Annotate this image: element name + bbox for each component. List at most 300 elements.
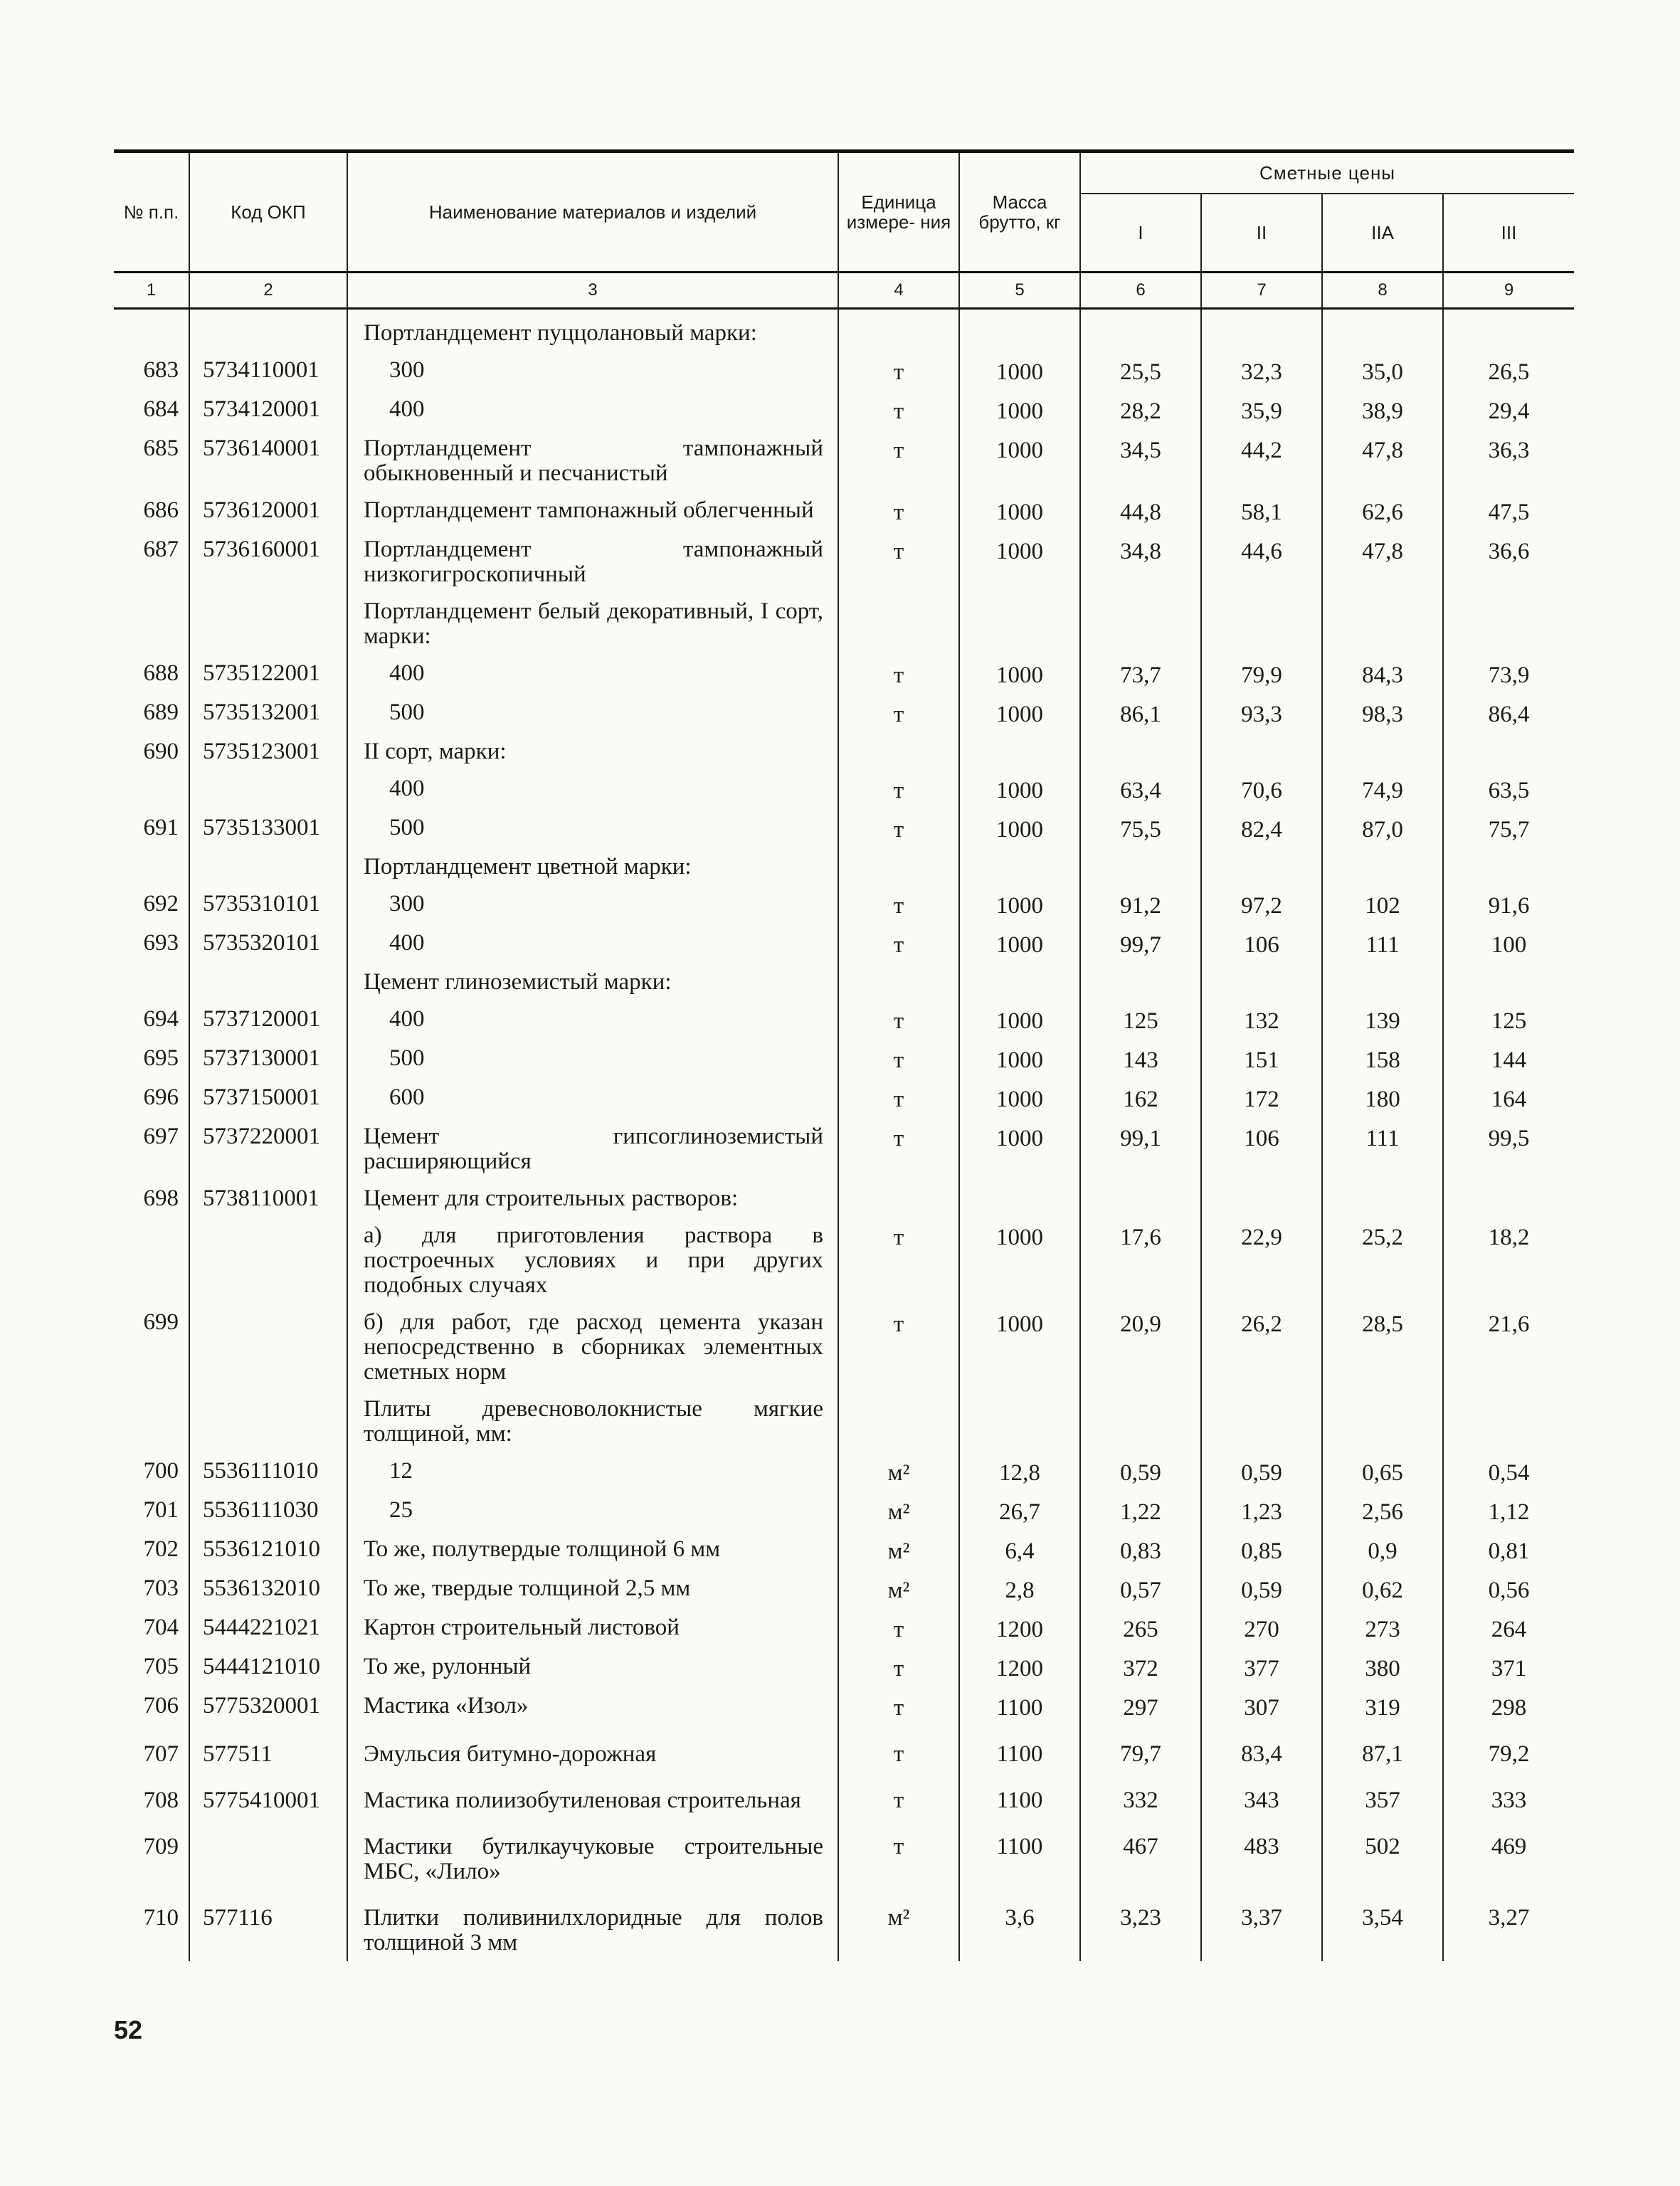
col-number: 3 bbox=[347, 273, 838, 309]
price-zone-2a: 3,54 bbox=[1322, 1890, 1443, 1961]
price-zone-2: 307 bbox=[1201, 1687, 1322, 1726]
material-name: Цемент для строительных растворов: bbox=[347, 1180, 838, 1217]
price-zone-2a: 111 bbox=[1322, 924, 1443, 963]
table-row bbox=[114, 391, 1574, 430]
price-zone-3: 0,56 bbox=[1443, 1570, 1574, 1609]
price-zone-2a: 62,6 bbox=[1322, 492, 1443, 531]
gross-mass: 2,8 bbox=[959, 1570, 1080, 1609]
material-name: Портландцемент тампонажный облегченный bbox=[347, 492, 838, 531]
price-zone-1: 86,1 bbox=[1080, 694, 1201, 733]
row-number: 696 bbox=[143, 1084, 179, 1110]
price-zone-2: 79,9 bbox=[1201, 655, 1322, 694]
gross-mass bbox=[959, 848, 1080, 885]
material-name: Мастика полиизобутиленовая строительная bbox=[347, 1773, 838, 1819]
row-number: 697 bbox=[143, 1124, 179, 1149]
price-zone-1: 143 bbox=[1080, 1040, 1201, 1079]
table-row bbox=[114, 924, 1574, 963]
okp-code bbox=[189, 848, 347, 885]
price-zone-2a: 87,1 bbox=[1322, 1726, 1443, 1773]
price-zone-1: 162 bbox=[1080, 1079, 1201, 1118]
material-name: 400 bbox=[347, 924, 838, 963]
unit: т bbox=[838, 391, 959, 430]
price-zone-1: 99,7 bbox=[1080, 924, 1201, 963]
table-row bbox=[114, 309, 1574, 352]
material-name: Эмульсия битумно-дорожная bbox=[347, 1726, 838, 1773]
unit bbox=[838, 848, 959, 885]
material-name: б) для работ, где расход цемента указан непосредственно в сборниках элементных сметных норм bbox=[347, 1304, 838, 1390]
unit: т bbox=[838, 770, 959, 809]
price-zone-2a: 98,3 bbox=[1322, 694, 1443, 733]
price-zone-1: 17,6 bbox=[1080, 1217, 1201, 1304]
material-name: 400 bbox=[347, 391, 838, 430]
price-zone-1: 0,83 bbox=[1080, 1531, 1201, 1570]
row-number: 703 bbox=[143, 1575, 179, 1601]
price-zone-2a: 0,65 bbox=[1322, 1452, 1443, 1491]
price-zone-2a: 0,62 bbox=[1322, 1570, 1443, 1609]
gross-mass bbox=[959, 309, 1080, 352]
material-name: 600 bbox=[347, 1079, 838, 1118]
page-number: 52 bbox=[114, 2015, 143, 2044]
material-name: Портландцемент белый декоративный, I сорт, марки: bbox=[347, 593, 838, 655]
table-row bbox=[114, 531, 1574, 593]
price-zone-3: 125 bbox=[1443, 1000, 1574, 1040]
price-zone-2: 0,59 bbox=[1201, 1570, 1322, 1609]
price-zone-2a bbox=[1322, 309, 1443, 352]
row-number: 708 bbox=[143, 1788, 179, 1813]
table-row bbox=[114, 1890, 1574, 1961]
gross-mass: 3,6 bbox=[959, 1890, 1080, 1961]
unit bbox=[838, 963, 959, 1000]
price-zone-1: 125 bbox=[1080, 1000, 1201, 1040]
okp-code: 5736160001 bbox=[189, 531, 347, 593]
table-row bbox=[114, 1570, 1574, 1609]
price-zone-3 bbox=[1443, 848, 1574, 885]
row-number: 699 bbox=[143, 1309, 179, 1335]
okp-code: 5735122001 bbox=[189, 655, 347, 694]
gross-mass: 1100 bbox=[959, 1687, 1080, 1726]
price-zone-2a bbox=[1322, 733, 1443, 770]
price-zone-1: 0,59 bbox=[1080, 1452, 1201, 1491]
row-number: 709 bbox=[143, 1834, 179, 1859]
price-zone-2: 44,2 bbox=[1201, 430, 1322, 492]
price-zone-3: 36,6 bbox=[1443, 531, 1574, 593]
row-number: 707 bbox=[143, 1741, 179, 1767]
gross-mass: 1000 bbox=[959, 1000, 1080, 1040]
price-zone-3 bbox=[1443, 963, 1574, 1000]
material-name: Мастики бутилкаучуковые строительные МБС, «Лило» bbox=[347, 1819, 838, 1890]
gross-mass: 1000 bbox=[959, 1118, 1080, 1180]
price-zone-2a: 158 bbox=[1322, 1040, 1443, 1079]
table-row bbox=[114, 1491, 1574, 1531]
row-number: 705 bbox=[143, 1654, 179, 1679]
price-zone-2a: 102 bbox=[1322, 885, 1443, 924]
price-zone-2: 44,6 bbox=[1201, 531, 1322, 593]
header-unit: Единица измере- ния bbox=[838, 152, 959, 273]
unit: т bbox=[838, 1079, 959, 1118]
gross-mass bbox=[959, 733, 1080, 770]
unit: т bbox=[838, 1609, 959, 1648]
price-zone-2 bbox=[1201, 848, 1322, 885]
price-zone-3: 333 bbox=[1443, 1773, 1574, 1819]
okp-code: 5735310101 bbox=[189, 885, 347, 924]
material-name: 500 bbox=[347, 809, 838, 848]
table-row bbox=[114, 1773, 1574, 1819]
gross-mass: 1100 bbox=[959, 1773, 1080, 1819]
price-zone-2: 93,3 bbox=[1201, 694, 1322, 733]
okp-code: 5735132001 bbox=[189, 694, 347, 733]
table-row bbox=[114, 848, 1574, 885]
price-zone-3 bbox=[1443, 1180, 1574, 1217]
table-row bbox=[114, 1217, 1574, 1304]
unit: т bbox=[838, 1648, 959, 1687]
row-number: 690 bbox=[143, 739, 179, 764]
okp-code: 5737120001 bbox=[189, 1000, 347, 1040]
header-no: № п.п. bbox=[114, 152, 189, 273]
material-name: Портландцемент тампонажный низкогигроскопичный bbox=[347, 531, 838, 593]
material-name: Портландцемент пуццолановый марки: bbox=[347, 309, 838, 352]
gross-mass bbox=[959, 1180, 1080, 1217]
unit: т bbox=[838, 492, 959, 531]
header-prices: Сметные цены bbox=[1080, 152, 1574, 194]
price-zone-2: 343 bbox=[1201, 1773, 1322, 1819]
unit: м² bbox=[838, 1531, 959, 1570]
unit: м² bbox=[838, 1890, 959, 1961]
material-name: 12 bbox=[347, 1452, 838, 1491]
price-zone-2: 377 bbox=[1201, 1648, 1322, 1687]
price-zone-3: 73,9 bbox=[1443, 655, 1574, 694]
material-name: 300 bbox=[347, 352, 838, 391]
price-table-sheet bbox=[114, 149, 1574, 1961]
row-number: 688 bbox=[143, 660, 179, 686]
price-zone-1: 20,9 bbox=[1080, 1304, 1201, 1390]
price-zone-1: 467 bbox=[1080, 1819, 1201, 1890]
price-zone-1 bbox=[1080, 848, 1201, 885]
table-row bbox=[114, 1000, 1574, 1040]
material-name: 500 bbox=[347, 1040, 838, 1079]
okp-code bbox=[189, 309, 347, 352]
okp-code bbox=[189, 1819, 347, 1890]
price-zone-2: 132 bbox=[1201, 1000, 1322, 1040]
price-zone-3 bbox=[1443, 593, 1574, 655]
material-name: То же, твердые толщиной 2,5 мм bbox=[347, 1570, 838, 1609]
price-zone-3: 86,4 bbox=[1443, 694, 1574, 733]
unit: т bbox=[838, 1217, 959, 1304]
material-name: То же, рулонный bbox=[347, 1648, 838, 1687]
gross-mass: 1200 bbox=[959, 1609, 1080, 1648]
price-zone-3: 29,4 bbox=[1443, 391, 1574, 430]
price-zone-3: 0,81 bbox=[1443, 1531, 1574, 1570]
header-zone-2a: IIA bbox=[1322, 194, 1443, 273]
price-zone-1 bbox=[1080, 733, 1201, 770]
material-name: а) для приготовления раствора в построечных условиях и при других подобных случаях bbox=[347, 1217, 838, 1304]
price-zone-3: 75,7 bbox=[1443, 809, 1574, 848]
okp-code: 5735123001 bbox=[189, 733, 347, 770]
price-zone-3 bbox=[1443, 309, 1574, 352]
price-zone-1: 99,1 bbox=[1080, 1118, 1201, 1180]
price-zone-3: 371 bbox=[1443, 1648, 1574, 1687]
unit bbox=[838, 309, 959, 352]
unit: т bbox=[838, 1304, 959, 1390]
header-mass: Масса брутто, кг bbox=[959, 152, 1080, 273]
price-zone-2a: 357 bbox=[1322, 1773, 1443, 1819]
col-number: 8 bbox=[1322, 273, 1443, 309]
price-zone-2: 0,85 bbox=[1201, 1531, 1322, 1570]
row-number bbox=[114, 1390, 189, 1452]
unit: т bbox=[838, 655, 959, 694]
header-zone-1: I bbox=[1080, 194, 1201, 273]
gross-mass: 1000 bbox=[959, 492, 1080, 531]
table-row bbox=[114, 655, 1574, 694]
price-zone-2a bbox=[1322, 848, 1443, 885]
price-zone-1: 44,8 bbox=[1080, 492, 1201, 531]
table-row bbox=[114, 1531, 1574, 1570]
unit: т bbox=[838, 1819, 959, 1890]
price-zone-2: 35,9 bbox=[1201, 391, 1322, 430]
table-row bbox=[114, 1304, 1574, 1390]
material-name: Портландцемент тампонажный обыкновенный и песчанистый bbox=[347, 430, 838, 492]
okp-code: 5444221021 bbox=[189, 1609, 347, 1648]
price-zone-2: 151 bbox=[1201, 1040, 1322, 1079]
okp-code bbox=[189, 593, 347, 655]
price-zone-2: 58,1 bbox=[1201, 492, 1322, 531]
table-row bbox=[114, 430, 1574, 492]
gross-mass: 12,8 bbox=[959, 1452, 1080, 1491]
okp-code: 5536111030 bbox=[189, 1491, 347, 1531]
row-number: 691 bbox=[143, 815, 179, 840]
table-row bbox=[114, 1648, 1574, 1687]
gross-mass: 1000 bbox=[959, 809, 1080, 848]
table-row bbox=[114, 1452, 1574, 1491]
price-zone-1: 28,2 bbox=[1080, 391, 1201, 430]
price-zone-2a: 74,9 bbox=[1322, 770, 1443, 809]
price-zone-2: 106 bbox=[1201, 1118, 1322, 1180]
okp-code bbox=[189, 1390, 347, 1452]
price-zone-2: 97,2 bbox=[1201, 885, 1322, 924]
price-zone-1 bbox=[1080, 1390, 1201, 1452]
table-row bbox=[114, 593, 1574, 655]
unit: м² bbox=[838, 1491, 959, 1531]
col-number: 1 bbox=[114, 273, 189, 309]
material-name: 300 bbox=[347, 885, 838, 924]
price-zone-1: 79,7 bbox=[1080, 1726, 1201, 1773]
price-zone-1 bbox=[1080, 1180, 1201, 1217]
price-zone-2 bbox=[1201, 309, 1322, 352]
price-zone-2a: 319 bbox=[1322, 1687, 1443, 1726]
price-zone-1 bbox=[1080, 593, 1201, 655]
unit: т bbox=[838, 694, 959, 733]
gross-mass: 6,4 bbox=[959, 1531, 1080, 1570]
row-number bbox=[114, 770, 189, 809]
gross-mass: 1000 bbox=[959, 1217, 1080, 1304]
price-zone-3: 0,54 bbox=[1443, 1452, 1574, 1491]
okp-code: 5536132010 bbox=[189, 1570, 347, 1609]
row-number bbox=[114, 309, 189, 352]
okp-code: 5738110001 bbox=[189, 1180, 347, 1217]
unit: т bbox=[838, 1687, 959, 1726]
price-zone-3 bbox=[1443, 733, 1574, 770]
gross-mass: 1000 bbox=[959, 924, 1080, 963]
price-zone-3: 21,6 bbox=[1443, 1304, 1574, 1390]
material-name: То же, полутвердые толщиной 6 мм bbox=[347, 1531, 838, 1570]
price-zone-3: 1,12 bbox=[1443, 1491, 1574, 1531]
gross-mass bbox=[959, 963, 1080, 1000]
material-name: Портландцемент цветной марки: bbox=[347, 848, 838, 885]
okp-code: 5536121010 bbox=[189, 1531, 347, 1570]
unit: т bbox=[838, 1040, 959, 1079]
price-zone-2: 483 bbox=[1201, 1819, 1322, 1890]
col-number: 7 bbox=[1201, 273, 1322, 309]
unit: т bbox=[838, 531, 959, 593]
col-number: 9 bbox=[1443, 273, 1574, 309]
price-zone-2a bbox=[1322, 593, 1443, 655]
table-row bbox=[114, 1180, 1574, 1217]
price-zone-1: 75,5 bbox=[1080, 809, 1201, 848]
price-zone-3 bbox=[1443, 1390, 1574, 1452]
unit: т bbox=[838, 352, 959, 391]
gross-mass: 1100 bbox=[959, 1726, 1080, 1773]
price-zone-2a bbox=[1322, 1180, 1443, 1217]
price-zone-2a: 25,2 bbox=[1322, 1217, 1443, 1304]
price-zone-2a: 180 bbox=[1322, 1079, 1443, 1118]
price-zone-1 bbox=[1080, 963, 1201, 1000]
price-zone-3: 264 bbox=[1443, 1609, 1574, 1648]
col-number: 4 bbox=[838, 273, 959, 309]
price-zone-2a: 2,56 bbox=[1322, 1491, 1443, 1531]
table-row bbox=[114, 1726, 1574, 1773]
price-zone-1 bbox=[1080, 309, 1201, 352]
price-zone-2a: 273 bbox=[1322, 1609, 1443, 1648]
gross-mass: 1000 bbox=[959, 352, 1080, 391]
price-zone-2a: 111 bbox=[1322, 1118, 1443, 1180]
row-number: 695 bbox=[143, 1045, 179, 1071]
okp-code: 5444121010 bbox=[189, 1648, 347, 1687]
material-name: II сорт, марки: bbox=[347, 733, 838, 770]
price-zone-2a: 47,8 bbox=[1322, 430, 1443, 492]
table-row bbox=[114, 492, 1574, 531]
gross-mass: 1000 bbox=[959, 885, 1080, 924]
row-number: 692 bbox=[143, 891, 179, 917]
unit: т bbox=[838, 809, 959, 848]
price-zone-2: 172 bbox=[1201, 1079, 1322, 1118]
table-row bbox=[114, 733, 1574, 770]
row-number: 704 bbox=[143, 1615, 179, 1640]
okp-code: 5734120001 bbox=[189, 391, 347, 430]
row-number bbox=[114, 593, 189, 655]
material-name: 25 bbox=[347, 1491, 838, 1531]
price-zone-3: 469 bbox=[1443, 1819, 1574, 1890]
price-zone-2a: 47,8 bbox=[1322, 531, 1443, 593]
unit: т bbox=[838, 924, 959, 963]
unit bbox=[838, 1390, 959, 1452]
table-row bbox=[114, 1079, 1574, 1118]
price-zone-2 bbox=[1201, 593, 1322, 655]
material-name: Мастика «Изол» bbox=[347, 1687, 838, 1726]
price-zone-3: 298 bbox=[1443, 1687, 1574, 1726]
price-zone-2: 22,9 bbox=[1201, 1217, 1322, 1304]
price-zone-2: 270 bbox=[1201, 1609, 1322, 1648]
price-zone-2: 106 bbox=[1201, 924, 1322, 963]
gross-mass bbox=[959, 1390, 1080, 1452]
unit bbox=[838, 593, 959, 655]
price-zone-1: 265 bbox=[1080, 1609, 1201, 1648]
price-zone-2a: 502 bbox=[1322, 1819, 1443, 1890]
price-zone-2: 0,59 bbox=[1201, 1452, 1322, 1491]
okp-code: 5775410001 bbox=[189, 1773, 347, 1819]
material-name: 400 bbox=[347, 770, 838, 809]
table-row bbox=[114, 352, 1574, 391]
okp-code: 5734110001 bbox=[189, 352, 347, 391]
row-number bbox=[114, 1217, 189, 1304]
row-number: 684 bbox=[143, 396, 179, 422]
okp-code: 5737150001 bbox=[189, 1079, 347, 1118]
okp-code: 5737220001 bbox=[189, 1118, 347, 1180]
price-zone-2: 32,3 bbox=[1201, 352, 1322, 391]
gross-mass: 1000 bbox=[959, 770, 1080, 809]
header-name: Наименование материалов и изделий bbox=[347, 152, 838, 273]
row-number: 702 bbox=[143, 1536, 179, 1562]
header-code: Код ОКП bbox=[189, 152, 347, 273]
row-number bbox=[114, 848, 189, 885]
price-zone-2a: 0,9 bbox=[1322, 1531, 1443, 1570]
price-zone-2a: 38,9 bbox=[1322, 391, 1443, 430]
price-zone-2a bbox=[1322, 1390, 1443, 1452]
table-row bbox=[114, 1390, 1574, 1452]
price-table bbox=[114, 149, 1574, 1961]
unit: м² bbox=[838, 1570, 959, 1609]
row-number: 698 bbox=[143, 1186, 179, 1211]
gross-mass: 1000 bbox=[959, 694, 1080, 733]
material-name: Плитки поливинилхлоридные для полов толщиной 3 мм bbox=[347, 1890, 838, 1961]
table-body bbox=[114, 309, 1574, 1962]
table-header bbox=[114, 152, 1574, 309]
material-name: 400 bbox=[347, 1000, 838, 1040]
material-name: Картон строительный листовой bbox=[347, 1609, 838, 1648]
okp-code: 5536111010 bbox=[189, 1452, 347, 1491]
table-row bbox=[114, 1687, 1574, 1726]
price-zone-1: 91,2 bbox=[1080, 885, 1201, 924]
price-zone-1: 372 bbox=[1080, 1648, 1201, 1687]
col-number: 2 bbox=[189, 273, 347, 309]
price-zone-3: 63,5 bbox=[1443, 770, 1574, 809]
okp-code: 577511 bbox=[189, 1726, 347, 1773]
price-zone-2: 26,2 bbox=[1201, 1304, 1322, 1390]
gross-mass: 1000 bbox=[959, 430, 1080, 492]
price-zone-1: 63,4 bbox=[1080, 770, 1201, 809]
gross-mass: 1200 bbox=[959, 1648, 1080, 1687]
price-zone-3: 99,5 bbox=[1443, 1118, 1574, 1180]
price-zone-2: 70,6 bbox=[1201, 770, 1322, 809]
unit: т bbox=[838, 1726, 959, 1773]
row-number: 683 bbox=[143, 357, 179, 383]
gross-mass bbox=[959, 593, 1080, 655]
price-zone-3: 26,5 bbox=[1443, 352, 1574, 391]
price-zone-2 bbox=[1201, 1390, 1322, 1452]
okp-code: 5735320101 bbox=[189, 924, 347, 963]
okp-code bbox=[189, 1304, 347, 1390]
price-zone-2 bbox=[1201, 733, 1322, 770]
price-zone-2a: 139 bbox=[1322, 1000, 1443, 1040]
table-row bbox=[114, 809, 1574, 848]
unit: т bbox=[838, 1118, 959, 1180]
okp-code: 577116 bbox=[189, 1890, 347, 1961]
table-row bbox=[114, 1040, 1574, 1079]
price-zone-2a: 84,3 bbox=[1322, 655, 1443, 694]
price-zone-1: 34,8 bbox=[1080, 531, 1201, 593]
price-zone-1: 332 bbox=[1080, 1773, 1201, 1819]
okp-code bbox=[189, 963, 347, 1000]
price-zone-2: 1,23 bbox=[1201, 1491, 1322, 1531]
row-number: 710 bbox=[143, 1905, 179, 1931]
